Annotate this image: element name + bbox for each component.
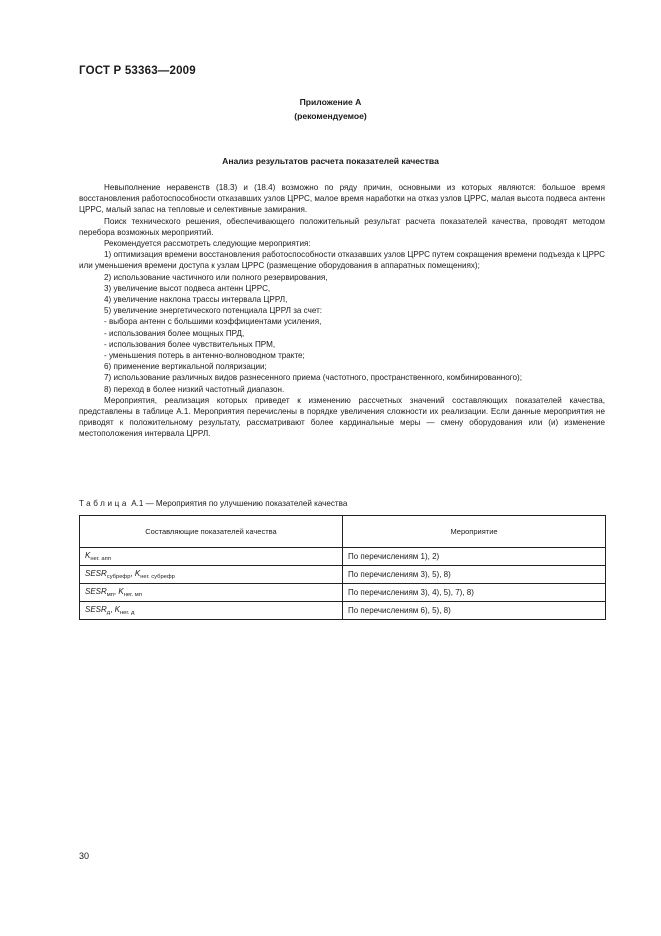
indicator-cell: [80, 602, 343, 620]
indicator-cell: [80, 566, 343, 584]
indicator-symbol: SESR: [85, 587, 107, 596]
column-header-measure: Мероприятие: [343, 516, 606, 548]
indicator-subscript: д: [106, 610, 111, 616]
measure-cell: По перечислениям 3), 5), 8): [343, 566, 606, 584]
indicator-subscript: нег. субрефр: [140, 574, 175, 580]
annex-status: (рекомендуемое): [294, 111, 367, 121]
list-item: 7) использование различных видов разнесенного приема (частотного, пространственного, комбинированного);: [104, 373, 522, 383]
indicator-symbol: SESR: [85, 605, 107, 614]
body-text: [79, 182, 605, 440]
indicator-symbol: K: [85, 551, 91, 560]
table-caption-word: Таблица: [79, 499, 129, 508]
paragraph: Рекомендуется рассмотреть следующие мероприятия:: [104, 239, 311, 249]
indicator-separator: ,: [110, 605, 115, 614]
table-caption-text: А.1 — Мероприятия по улучшению показателей качества: [131, 499, 348, 508]
table-header-row: [80, 516, 606, 548]
sub-list-item: - выбора антенн с большими коэффициентами усиления,: [104, 317, 322, 327]
table-row: [80, 566, 606, 584]
paragraph: Невыполнение неравенств (18.3) и (18.4) возможно по ряду причин, основными из которых являются: большое время восстановления работоспособности отказавших узлов ЦРРС, малое время наработки на отказ узлов ЦРРС, малая высота подвеса антенн ЦРРС, малый запас на тепловые и селективные замирания.: [79, 183, 605, 215]
indicator-separator: ,: [130, 569, 135, 578]
table-row: [80, 548, 606, 566]
sub-list-item: - уменьшения потерь в антенно-волноводном тракте;: [104, 351, 305, 361]
indicator-symbol: SESR: [85, 569, 107, 578]
indicator-symbol: K: [118, 587, 124, 596]
indicator-subscript: нег. мп: [123, 592, 142, 598]
indicator-symbol: K: [114, 605, 120, 614]
page-number: 30: [79, 851, 90, 861]
section-title: Анализ результатов расчета показателей качества: [222, 156, 439, 166]
measures-table: [79, 515, 606, 620]
standard-code: ГОСТ Р 53363—2009: [79, 65, 196, 77]
list-item: 1) оптимизация времени восстановления работоспособности отказавших узлов ЦРРС путем сокращения времени подъезда к ЦРРС или уменьшения времени доступа к узлам ЦРРС (размещение оборудования в аппаратных помещениях);: [79, 250, 605, 271]
table-row: [80, 602, 606, 620]
list-item: 4) увеличение наклона трассы интервала ЦРРЛ,: [104, 295, 288, 305]
sub-list-item: - использования более чувствительных ПРМ,: [104, 339, 276, 349]
measure-cell: По перечислениям 3), 4), 5), 7), 8): [343, 584, 606, 602]
sub-list-item: - использования более мощных ПРД,: [104, 328, 245, 338]
list-item: 5) увеличение энергетического потенциала ЦРРЛ за счет:: [104, 306, 323, 316]
list-item: 3) увеличение высот подвеса антенн ЦРРС,: [104, 283, 271, 293]
table-caption: [79, 499, 347, 508]
measure-cell: По перечислениям 1), 2): [343, 548, 606, 566]
list-item: 8) переход в более низкий частотный диапазон.: [104, 384, 285, 394]
indicator-subscript: субрефр: [106, 574, 131, 580]
indicator-cell: [80, 548, 343, 566]
annex-title: Приложение А: [299, 97, 362, 107]
indicator-cell: [80, 584, 343, 602]
indicator-symbol: K: [134, 569, 141, 578]
indicator-subscript: мп: [106, 592, 114, 598]
indicator-subscript: нег. апп: [90, 556, 111, 562]
indicator-separator: ,: [113, 587, 119, 596]
list-item: 2) использование частичного или полного резервирования,: [104, 272, 328, 282]
indicator-subscript: нег. д: [119, 610, 135, 616]
table-row: [80, 584, 606, 602]
paragraph: Мероприятия, реализация которых приведет к изменению рассчетных значений составляющих показателей качества, представлены в таблице А.1. Мероприятия перечислены в порядке увеличения сложности их реализации. Если данные мероприятия не приводят к положительному результату, рассматривают более кардинальные меры — смену оборудования или (и) изменение местоположения интервала ЦРРЛ.: [79, 395, 605, 439]
paragraph: Поиск технического решения, обеспечивающего положительный результат расчета показателей качества, проводят методом перебора возможных мероприятий.: [79, 216, 605, 237]
measure-cell: По перечислениям 6), 5), 8): [343, 602, 606, 620]
list-item: 6) применение вертикальной поляризации;: [104, 362, 267, 372]
column-header-indicators: Составляющие показателей качества: [80, 516, 343, 548]
